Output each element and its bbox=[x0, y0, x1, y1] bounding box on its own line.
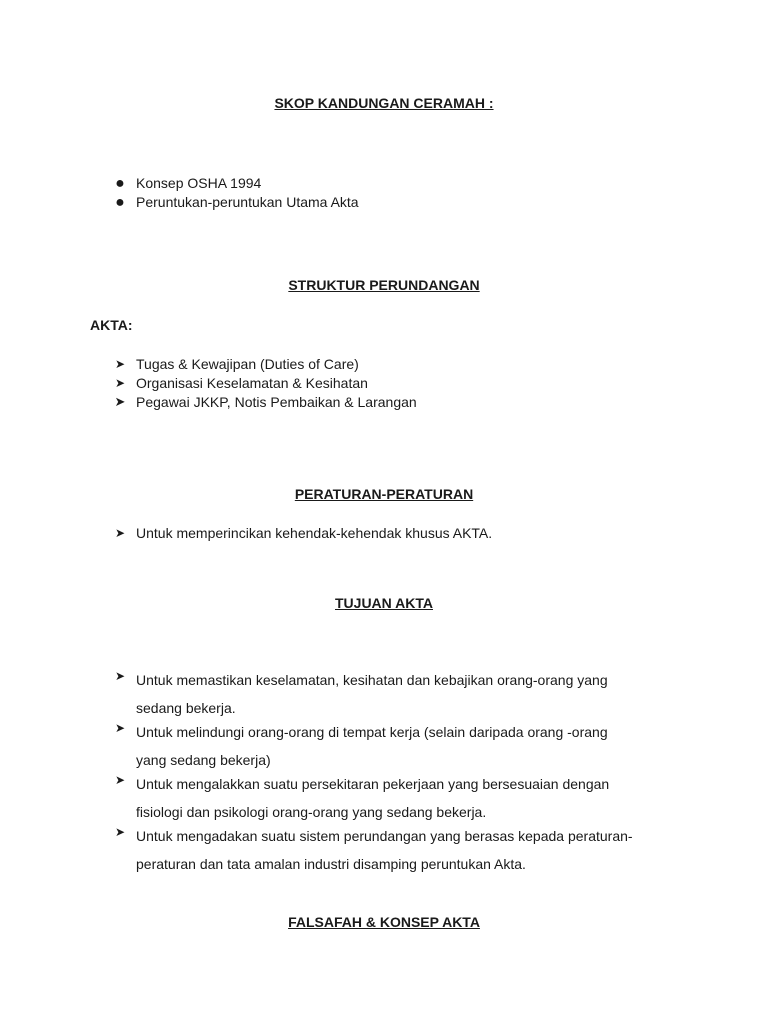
heading-peraturan: PERATURAN-PERATURAN bbox=[294, 486, 474, 502]
list-item-line: Untuk melindungi orang-orang di tempat kerja (selain daripada orang -orang bbox=[136, 724, 608, 740]
list-item-line: Untuk mengalakkan suatu persekitaran pekerjaan yang bersesuaian dengan bbox=[136, 776, 610, 792]
arrow-bullet-icon: ➤ bbox=[114, 825, 126, 839]
arrow-bullet-icon: ➤ bbox=[114, 773, 126, 787]
arrow-bullet-icon: ➤ bbox=[114, 721, 126, 735]
list-item-line: fisiologi dan psikologi orang-orang yang sedang bekerja. bbox=[136, 804, 487, 820]
list-item bbox=[0, 393, 696, 412]
list-item-text: Peruntukan-peruntukan Utama Akta bbox=[136, 194, 359, 210]
list-item bbox=[0, 770, 696, 826]
list-item-text: Tugas & Kewajipan (Duties of Care) bbox=[136, 356, 359, 372]
arrow-bullet-icon: ➤ bbox=[114, 376, 126, 390]
akta-label: AKTA: bbox=[90, 317, 133, 333]
arrow-bullet-icon: ➤ bbox=[114, 395, 126, 410]
tujuan-list bbox=[0, 666, 696, 878]
list-item bbox=[0, 822, 696, 878]
list-item-line: Untuk memastikan keselamatan, kesihatan dan kebajikan orang-orang yang bbox=[136, 672, 608, 688]
arrow-bullet-icon: ➤ bbox=[114, 357, 126, 371]
list-item bbox=[0, 174, 696, 193]
list-item bbox=[0, 355, 696, 374]
list-item-text: Organisasi Keselamatan & Kesihatan bbox=[136, 375, 368, 391]
list-item bbox=[0, 374, 696, 393]
list-item-line: yang sedang bekerja) bbox=[136, 752, 271, 768]
list-item-text: Pegawai JKKP, Notis Pembaikan & Larangan bbox=[136, 394, 417, 410]
arrow-bullet-icon: ➤ bbox=[114, 669, 126, 683]
list-item-text: Konsep OSHA 1994 bbox=[136, 175, 262, 191]
list-item-text: Untuk memperincikan kehendak-kehendak khusus AKTA. bbox=[136, 525, 493, 541]
list-item-line: Untuk mengadakan suatu sistem perundangan yang berasas kepada peraturan- bbox=[136, 828, 633, 844]
heading-skop-kandungan: SKOP KANDUNGAN CERAMAH : bbox=[274, 95, 494, 111]
arrow-bullet-icon: ➤ bbox=[114, 526, 126, 540]
list-item-line: sedang bekerja. bbox=[136, 700, 236, 716]
heading-falsafah-konsep: FALSAFAH & KONSEP AKTA bbox=[288, 914, 480, 930]
bullet-dot-icon: ● bbox=[115, 175, 125, 192]
list-item bbox=[0, 666, 696, 722]
akta-list bbox=[0, 355, 696, 412]
list-item bbox=[0, 718, 696, 774]
heading-tujuan-akta: TUJUAN AKTA bbox=[335, 595, 433, 611]
bullet-dot-icon: ● bbox=[115, 194, 125, 211]
list-item-line: peraturan dan tata amalan industri disamping peruntukan Akta. bbox=[136, 856, 526, 872]
heading-struktur-perundangan: STRUKTUR PERUNDANGAN bbox=[288, 277, 480, 293]
list-item bbox=[0, 524, 696, 543]
list-item bbox=[0, 193, 696, 212]
skop-list bbox=[0, 174, 696, 212]
peraturan-list bbox=[0, 524, 696, 543]
